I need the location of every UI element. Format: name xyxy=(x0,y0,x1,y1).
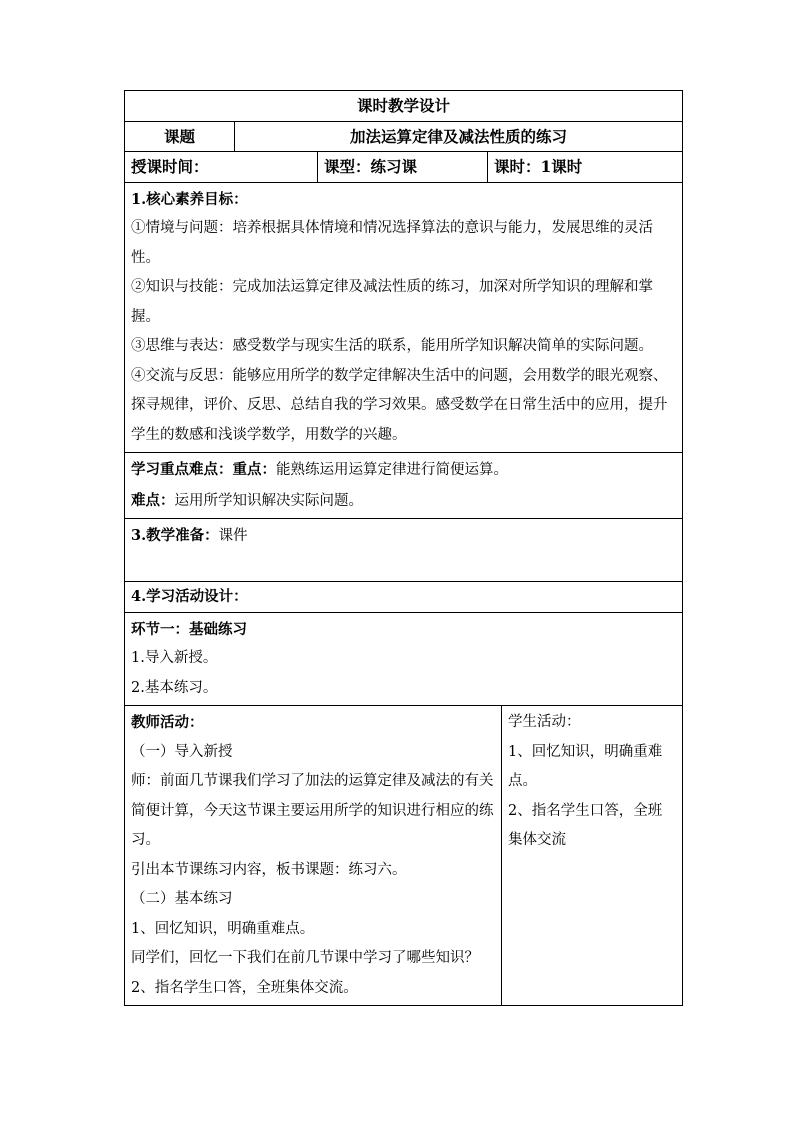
stage1-item: 2.基本练习。 xyxy=(131,679,218,696)
topic-row xyxy=(125,121,683,152)
keypoints-cell xyxy=(125,453,683,519)
goal-item: ①情境与问题：培养根据具体情境和情况选择算法的意识与能力，发展思维的灵活性。 xyxy=(131,220,653,266)
student-line: 2、指名学生口答，全班集体交流 xyxy=(508,802,663,848)
prep-text: 课件 xyxy=(218,528,248,544)
keypoints-row xyxy=(125,453,683,519)
teacher-line: 1、回忆知识，明确重难点。 xyxy=(131,920,315,937)
lesson-plan-page xyxy=(124,90,682,1006)
teacher-line: 同学们，回忆一下我们在前几节课中学习了哪些知识？ xyxy=(131,950,479,966)
activity-heading: 4.学习活动设计： xyxy=(125,582,683,613)
stage1-row xyxy=(125,612,683,706)
teacher-line: 2、指名学生口答，全班集体交流。 xyxy=(131,979,358,996)
stage1-item: 1.导入新授。 xyxy=(131,650,218,666)
teacher-line: （一）导入新授 xyxy=(131,743,233,760)
page-title: 课时教学设计 xyxy=(125,91,683,122)
teacher-line: （二）基本练习 xyxy=(131,891,233,907)
goal-item: ④交流与反思：能够应用所学的数学定律解决生活中的问题，会用数学的眼光观察、探寻规律，评价、反思、总结自我的学习效果。感受数学在日常生活中的应用，提升学生的数感和浅谈学数学，用数学的兴趣。 xyxy=(131,367,668,443)
teacher-line: 引出本节课练习内容，板书课题：练习六。 xyxy=(131,861,407,878)
lesson-type: 课型：练习课 xyxy=(318,152,488,183)
difficulty-text: 运用所学知识解决实际问题。 xyxy=(174,492,363,509)
goal-item: ②知识与技能：完成加法运算定律及减法性质的练习，加深对所学知识的理解和掌握。 xyxy=(131,279,653,325)
goals-row xyxy=(125,182,683,453)
class-time-label: 授课时间： xyxy=(125,152,318,183)
lesson-plan-table xyxy=(124,90,683,1006)
lesson-hours: 课时：1课时 xyxy=(488,152,683,183)
topic-value: 加法运算定律及减法性质的练习 xyxy=(235,121,683,152)
teacher-heading: 教师活动： xyxy=(131,714,204,731)
stage1-heading: 环节一：基础练习 xyxy=(131,620,247,638)
topic-label: 课题 xyxy=(125,121,235,152)
difficulty-label: 难点： xyxy=(131,491,175,509)
key-text: 能熟练运用运算定律进行简便运算。 xyxy=(276,462,508,478)
keypoints-label: 学习重点难点： xyxy=(131,461,233,478)
student-line: 1、回忆知识，明确重难点。 xyxy=(508,743,663,789)
activities-row xyxy=(125,706,683,1006)
teacher-activity-cell xyxy=(125,706,502,1006)
activity-heading-row xyxy=(125,582,683,613)
key-label: 重点： xyxy=(232,461,276,478)
student-heading: 学生活动： xyxy=(508,714,581,730)
meta-row xyxy=(125,152,683,183)
goals-heading: 1.核心素养目标： xyxy=(131,190,248,208)
title-row xyxy=(125,91,683,122)
prep-label: 3.教学准备： xyxy=(131,527,219,544)
teacher-line: 师：前面几节课我们学习了加法的运算定律及减法的有关简便计算，今天这节课主要运用所学的知识进行相应的练习。 xyxy=(131,773,494,848)
prep-cell xyxy=(125,519,683,582)
goals-cell xyxy=(125,182,683,453)
prep-row xyxy=(125,519,683,582)
student-activity-cell xyxy=(502,706,683,1006)
stage1-cell xyxy=(125,612,683,706)
goal-item: ③思维与表达：感受数学与现实生活的联系，能用所学知识解决简单的实际问题。 xyxy=(131,338,653,354)
